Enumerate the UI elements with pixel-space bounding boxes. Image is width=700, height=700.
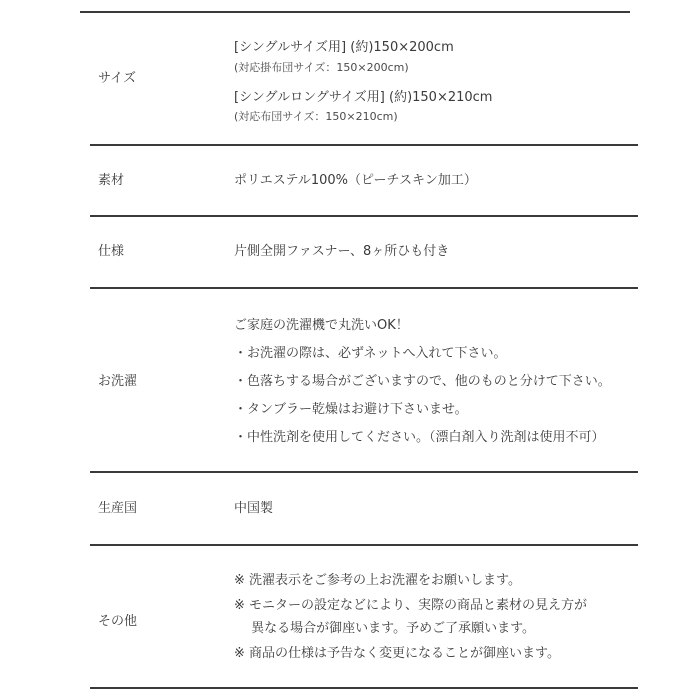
row-origin bbox=[80, 473, 638, 544]
other-line: ※ 洗濯表示をご参考の上お洗濯をお願いします。 bbox=[234, 573, 521, 588]
washing-line: ・お洗濯の際は、必ずネットへ入れて下さい。 bbox=[234, 346, 507, 361]
washing-line: ・タンブラー乾燥はお避け下さいませ。 bbox=[234, 402, 468, 417]
row-material bbox=[80, 146, 638, 215]
other-line: ※ モニターの設定などにより、実際の商品と素材の見え方が bbox=[234, 598, 588, 613]
other-line: 異なる場合が御座います。予めご了承願います。 bbox=[234, 621, 536, 636]
row-label-other: その他 bbox=[98, 614, 138, 629]
other-line: ※ 商品の仕様は予告なく変更になることが御座います。 bbox=[234, 646, 560, 661]
row-label-washing: お洗濯 bbox=[98, 374, 138, 389]
size-single: [シングルサイズ用] (約)150×200cm bbox=[234, 40, 454, 55]
row-label-size: サイズ bbox=[98, 71, 136, 86]
row-value-origin: 中国製 bbox=[234, 501, 274, 516]
row-spec bbox=[80, 217, 638, 287]
row-size bbox=[80, 13, 638, 144]
row-other bbox=[80, 546, 638, 687]
size-single-long-note: (対応布団サイズ：150×210cm) bbox=[234, 110, 398, 123]
row-value-spec: 片側全開ファスナー、8ヶ所ひも付き bbox=[234, 244, 450, 259]
size-single-long: [シングルロングサイズ用] (約)150×210cm bbox=[234, 90, 493, 105]
table-bottom-rule bbox=[90, 687, 638, 689]
row-value-material: ポリエステル100%（ピーチスキン加工） bbox=[234, 173, 477, 188]
product-spec-table bbox=[80, 11, 638, 689]
washing-line: ・色落ちする場合がございますので、他のものと分けて下さい。 bbox=[234, 374, 611, 389]
washing-line: ・中性洗剤を使用してください。（漂白剤入り洗剤は使用不可） bbox=[234, 430, 605, 445]
size-single-note: (対応掛布団サイズ：150×200cm) bbox=[234, 61, 409, 74]
row-label-spec: 仕様 bbox=[98, 244, 125, 259]
row-label-material: 素材 bbox=[98, 173, 125, 188]
row-label-origin: 生産国 bbox=[98, 501, 138, 516]
washing-line: ご家庭の洗濯機で丸洗いOK！ bbox=[234, 318, 409, 333]
row-washing bbox=[80, 289, 638, 471]
